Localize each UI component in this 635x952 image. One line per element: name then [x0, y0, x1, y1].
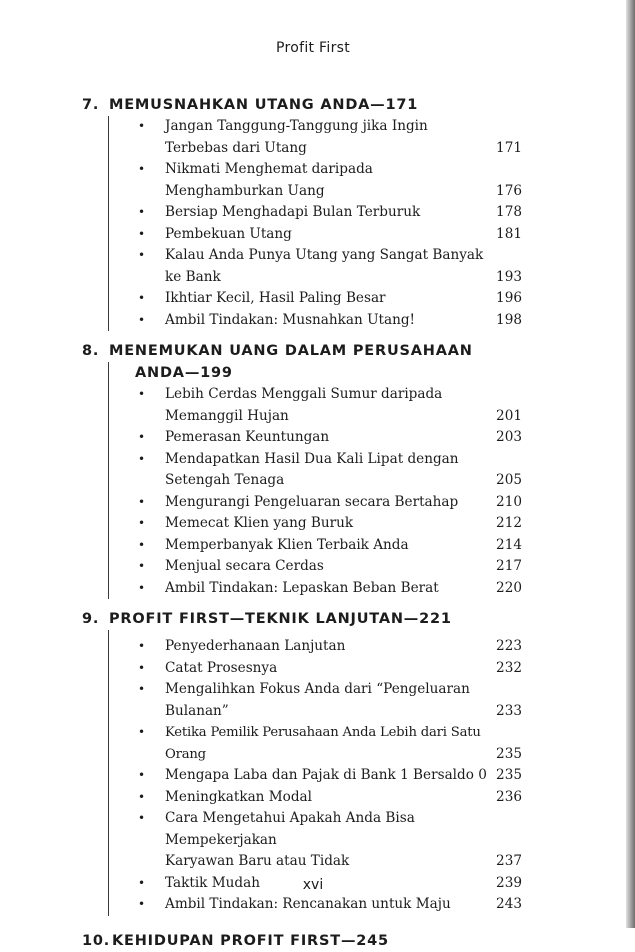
toc-entry [135, 636, 522, 658]
entry-text: Bersiap Menghadapi Bulan Terburuk [165, 204, 421, 220]
chapter-title-continuation [109, 362, 522, 384]
entry-text: Taktik Mudah [165, 874, 260, 891]
toc-entry [135, 202, 522, 224]
toc-entry [135, 116, 522, 159]
chapter-title-line: ANDA—199 [135, 365, 233, 381]
entry-page: 205 [496, 472, 522, 488]
bullet-icon: • [138, 387, 146, 401]
bullet-icon: • [138, 205, 146, 219]
entry-line: Memanggil Hujan [165, 407, 289, 424]
entry-page: 176 [496, 182, 522, 199]
entry-page: 201 [496, 407, 522, 424]
toc-entry [135, 535, 522, 557]
entry-text: Kalau Anda Punya Utang yang Sangat Banyak ke Bank [165, 247, 484, 285]
chapter-heading [82, 608, 522, 630]
chapter-title: MEMUSNAHKAN UTANG ANDA—171 [109, 97, 419, 113]
toc-entry [135, 310, 522, 332]
entry-text: Nikmati Menghemat daripada Menghamburkan Uang [165, 161, 373, 199]
bullet-icon: • [138, 768, 146, 782]
bullet-icon: • [138, 897, 146, 911]
toc-entry [135, 894, 522, 916]
bullet-icon: • [138, 162, 146, 176]
bullet-icon: • [138, 639, 146, 653]
entry-text: Ketika Pemilik Perusahaan Anda Lebih dari Satu Orang [165, 725, 481, 762]
chapter-number: 8. [82, 343, 100, 359]
entry-page: 220 [496, 579, 522, 596]
entry-page: 198 [496, 311, 522, 328]
toc-entry [135, 427, 522, 449]
entry-text: Memecat Klien yang Buruk [165, 515, 354, 531]
entry-line: Setengah Tenaga [165, 472, 285, 488]
entry-text: Memperbanyak Klien Terbaik Anda [165, 536, 409, 553]
bullet-icon: • [138, 875, 146, 890]
bullet-icon: • [138, 494, 146, 509]
entry-page: 217 [496, 558, 522, 574]
toc-entry [135, 159, 522, 202]
chapter-8 [82, 340, 522, 599]
bullet-icon: • [138, 119, 146, 133]
entry-text: Pembekuan Utang [165, 225, 292, 242]
bullet-icon: • [138, 559, 146, 573]
chapter-title-line: MENEMUKAN UANG DALAM PERUSAHAAN [109, 343, 473, 359]
chapter-9 [82, 608, 522, 916]
bullet-icon: • [138, 789, 146, 804]
entry-page: 223 [496, 638, 522, 654]
entry-page: 237 [496, 853, 522, 869]
toc-entry [135, 556, 522, 578]
chapter-number: 7. [82, 97, 100, 113]
entry-page: 233 [496, 702, 522, 719]
chapter-title [109, 340, 522, 362]
toc-entry [135, 245, 522, 288]
chapter-10 [82, 930, 522, 952]
entry-text: Penyederhanaan Lanjutan [165, 638, 346, 654]
bullet-icon: • [138, 725, 146, 739]
entry-page: 214 [496, 536, 522, 553]
entry-page: 193 [496, 268, 522, 285]
bullet-icon: • [138, 682, 146, 696]
entry-text: Menjual secara Cerdas [165, 558, 324, 574]
toc-entry [135, 513, 522, 535]
chapter-entries [108, 362, 522, 599]
entry-text: Ambil Tindakan: Lepaskan Beban Berat [165, 579, 439, 596]
entry-line: Lebih Cerdas Menggali Sumur daripada [165, 386, 443, 402]
entry-text: Meningkatkan Modal [165, 788, 313, 805]
entry-text: Mengapa Laba dan Pajak di Bank 1 Bersaldo 0 [165, 767, 487, 783]
entry-text: Ambil Tindakan: Musnahkan Utang! [165, 311, 416, 328]
bullet-icon: • [138, 451, 146, 466]
bullet-icon: • [138, 312, 146, 327]
entry-page: 235 [496, 745, 522, 762]
entry-page: 181 [496, 225, 522, 242]
entry-text: Mengurangi Pengeluaran secara Bertahap [165, 493, 459, 510]
chapter-heading [82, 340, 522, 362]
entry-line: Karyawan Baru atau Tidak [165, 853, 350, 869]
entry-page: 203 [496, 429, 522, 445]
entry-page: 178 [496, 204, 522, 220]
toc-entry [135, 384, 522, 427]
entry-page: 235 [496, 767, 522, 783]
entry-page: 232 [496, 659, 522, 676]
entry-line: Terbebas dari Utang [165, 139, 307, 156]
entry-page: 243 [496, 896, 522, 912]
entry-page: 236 [496, 788, 522, 805]
entry-line: Jangan Tanggung-Tanggung jika Ingin [165, 118, 428, 134]
entry-text: Catat Prosesnya [165, 659, 278, 676]
chapter-title: KEHIDUPAN PROFIT FIRST—245 [112, 932, 389, 949]
page-number: xvi [302, 877, 324, 893]
bullet-icon: • [138, 537, 146, 552]
entry-line: Mendapatkan Hasil Dua Kali Lipat dengan [165, 450, 459, 467]
table-of-contents [82, 94, 522, 952]
entry-page: 210 [496, 493, 522, 510]
entry-line: Cara Mengetahui Apakah Anda Bisa Mempekerjakan [165, 810, 415, 848]
toc-entry [135, 449, 522, 492]
toc-entry [135, 492, 522, 514]
bullet-icon: • [138, 291, 146, 305]
entry-page: 212 [496, 515, 522, 531]
entry-text: Pemerasan Keuntungan [165, 429, 330, 445]
entry-text: Mengalihkan Fokus Anda dari “Pengeluaran Bulanan” [165, 681, 470, 719]
bullet-icon: • [138, 430, 146, 444]
entry-text: Ambil Tindakan: Rencanakan untuk Maju [165, 896, 451, 912]
bullet-icon: • [138, 660, 146, 675]
bullet-icon: • [138, 248, 146, 262]
bullet-icon: • [138, 226, 146, 241]
chapter-heading [82, 930, 522, 952]
toc-entry [135, 658, 522, 680]
chapter-entries [108, 116, 522, 331]
toc-entry [135, 808, 522, 873]
chapter-entries [108, 630, 522, 916]
running-head: Profit First [275, 40, 351, 56]
bullet-icon: • [138, 516, 146, 530]
chapter-heading [82, 94, 522, 116]
toc-entry [135, 765, 522, 787]
toc-entry [135, 288, 522, 310]
chapter-7 [82, 94, 522, 331]
bullet-icon: • [138, 811, 146, 825]
entry-text: Ikhtiar Kecil, Hasil Paling Besar [165, 290, 386, 306]
toc-entry [135, 722, 522, 765]
page-edge-shadow [626, 0, 635, 928]
chapter-title: PROFIT FIRST—TEKNIK LANJUTAN—221 [109, 611, 452, 627]
chapter-number: 9. [82, 611, 100, 627]
entry-page: 239 [496, 874, 522, 891]
chapter-number: 10. [82, 932, 111, 949]
toc-entry [135, 679, 522, 722]
entry-page: 171 [496, 139, 522, 156]
toc-entry [135, 578, 522, 600]
entry-page: 196 [496, 290, 522, 306]
bullet-icon: • [138, 580, 146, 595]
toc-entry [135, 787, 522, 809]
toc-entry [135, 224, 522, 246]
